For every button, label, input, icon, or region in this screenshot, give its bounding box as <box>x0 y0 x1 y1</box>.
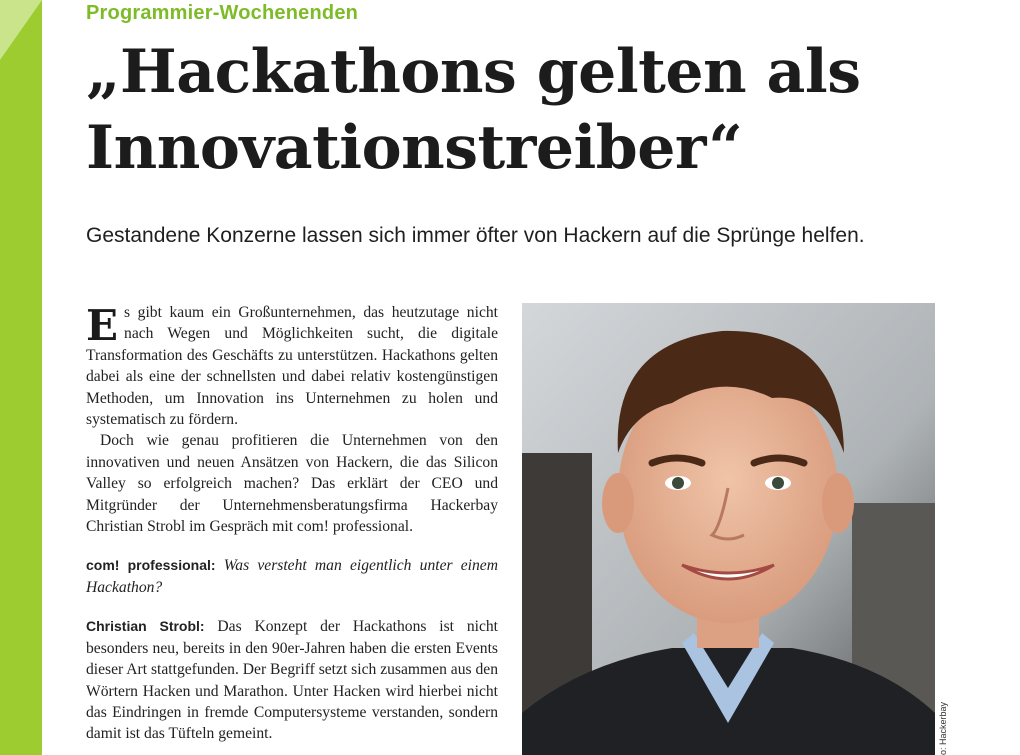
green-corner-accent <box>0 0 42 60</box>
photo-credit: o: Hackerbay <box>938 701 948 755</box>
paragraph-intro-text: s gibt kaum ein Großunternehmen, das heutzutage nicht nach Wegen und Möglichkeiten sucht, die digitale Transformation des Geschäfts zu unterstützen. Hackathons gelten dabei als eine der schnellsten und dabei relativ kostengünstigen Methoden, um Innovation ins Unternehmen zu holen und systematisch zu fördern. <box>86 304 498 429</box>
headline-line-2: Innovationstreiber“ <box>86 113 743 183</box>
question <box>86 555 498 598</box>
question-speaker: com! professional: <box>86 557 216 574</box>
headline <box>86 34 986 186</box>
answer <box>86 616 498 744</box>
headline-line-1: „Hackathons gelten als <box>86 37 861 107</box>
answer-text: Das Konzept der Hackathons ist nicht besonders neu, bereits in den 90er-Jahren haben die ersten Events dieser Art stattgefunden. Der Begriff setzt sich zusammen aus den Wörtern Hacken und Marathon. Unter Hacken wird hierbei nicht das Eindringen in fremde Computersysteme verstanden, sondern damit ist das Tüfteln gemeint. <box>86 618 499 743</box>
answer-speaker: Christian Strobl: <box>86 618 205 635</box>
dropcap: E <box>86 301 119 350</box>
subheadline: Gestandene Konzerne lassen sich immer öfter von Hackern auf die Sprünge helfen. <box>86 224 865 247</box>
question-text: Was versteht man eigentlich unter einem Hackathon? <box>86 557 498 596</box>
portrait-illustration <box>522 303 935 755</box>
portrait-photo <box>522 303 935 755</box>
paragraph-intro <box>86 302 498 430</box>
green-side-bar <box>0 0 42 755</box>
kicker: Programmier-Wochenenden <box>86 2 359 24</box>
paragraph-2: Doch wie genau profitieren die Unternehmen von den innovativen und neuen Ansätzen von Hackern, die das Silicon Valley so erfolgreich machen? Das erklärt der CEO und Mitgründer der Unternehmensberatungsfirma Hackerbay Christian Strobl im Gespräch mit com! professional. <box>86 432 498 536</box>
article-body <box>86 302 498 745</box>
